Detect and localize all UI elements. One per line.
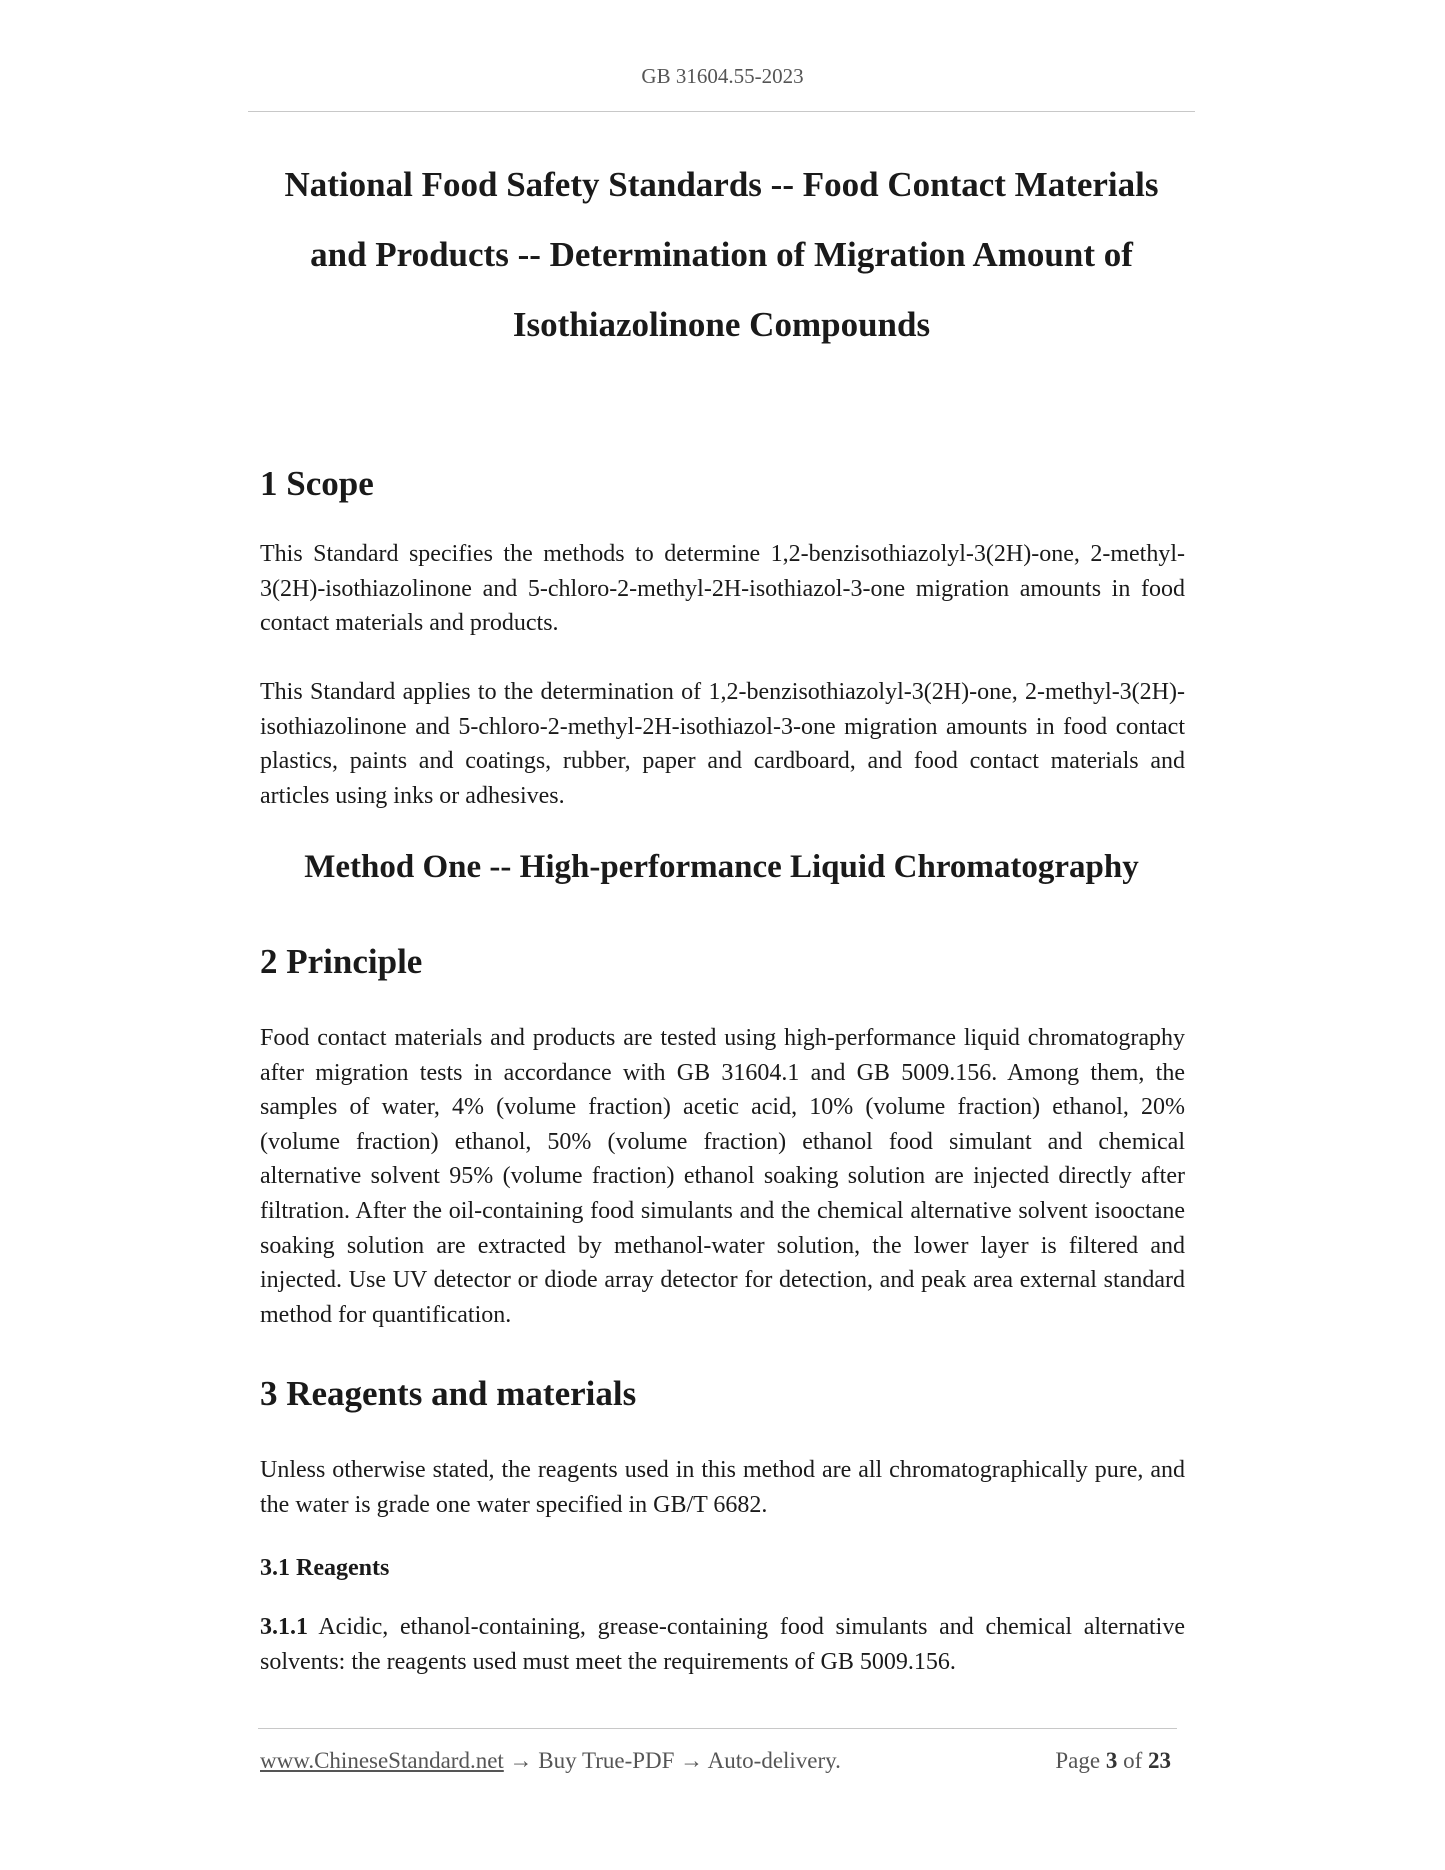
total-pages: 23: [1148, 1748, 1171, 1773]
header-divider: [248, 111, 1195, 112]
reagents-paragraph: Unless otherwise stated, the reagents used in this method are all chromatographically pure, and the water is grade one water specified in GB/T 6682.: [260, 1457, 1185, 1518]
scope-paragraph-1: This Standard specifies the methods to determine 1,2-benzisothiazolyl-3(2H)-one, 2-methyl-3(2H)-isothiazolinone and 5-chloro-2-methyl-2H-isothiazol-3-one migration amounts in food contact materials and products.: [260, 541, 1185, 637]
method-one-heading: Method One -- High-performance Liquid Chromatography: [304, 849, 1139, 885]
page-footer: [260, 1744, 1177, 1778]
section-heading-principle: 2 Principle: [260, 942, 423, 981]
of-label: of: [1123, 1748, 1143, 1773]
reagent-item-3-1-1: [260, 1610, 1185, 1679]
scope-paragraph-2: This Standard applies to the determination of 1,2-benzisothiazolyl-3(2H)-one, 2-methyl-3(2H)-isothiazolinone and 5-chloro-2-methyl-2H-isothiazol-3-one migration amounts in food contact plastics, paints and coatings, rubber, paper and cardboard, and food contact materials and articles using inks or adhesives.: [260, 679, 1185, 809]
title-line-1: National Food Safety Standards -- Food Contact Materials: [284, 165, 1159, 204]
footer-divider: [258, 1728, 1177, 1729]
section-heading-scope: 1 Scope: [260, 464, 374, 503]
document-title: [248, 150, 1195, 360]
footer-promo: [260, 1744, 841, 1778]
current-page: 3: [1105, 1748, 1118, 1773]
page-number: [1055, 1744, 1171, 1778]
principle-paragraph: Food contact materials and products are tested using high-performance liquid chromatography after migration tests in accordance with GB 31604.1 and GB 5009.156. Among them, the samples of water, 4% (volume fraction) acetic acid, 10% (volume fraction) ethanol, 20% (volume fraction) ethanol, 50% (volume fraction) ethanol food simulant and chemical alternative solvent 95% (volume fraction) ethanol soaking solution are injected directly after filtration. After the oil-containing food simulants and the chemical alternative solvent isooctane soaking solution are extracted by methanol-water solution, the lower layer is filtered and injected. Use UV detector or diode array detector for detection, and peak area external standard method for quantification.: [260, 1025, 1185, 1328]
document-code-header: GB 31604.55-2023: [641, 64, 804, 88]
page-label: Page: [1055, 1748, 1101, 1773]
item-text: Acidic, ethanol-containing, grease-containing food simulants and chemical alternative solvents: the reagents used must meet the requirements of GB 5009.156.: [260, 1614, 1185, 1675]
footer-promo-text: → Buy True-PDF → Auto-delivery.: [503, 1748, 841, 1773]
section-heading-reagents: 3 Reagents and materials: [260, 1374, 637, 1413]
title-line-3: Isothiazolinone Compounds: [512, 305, 931, 344]
subsection-heading-reagents: 3.1 Reagents: [260, 1555, 390, 1581]
title-line-2: and Products -- Determination of Migration Amount of: [310, 235, 1133, 274]
item-number: 3.1.1: [260, 1614, 308, 1640]
website-link[interactable]: www.ChineseStandard.net: [260, 1748, 504, 1773]
